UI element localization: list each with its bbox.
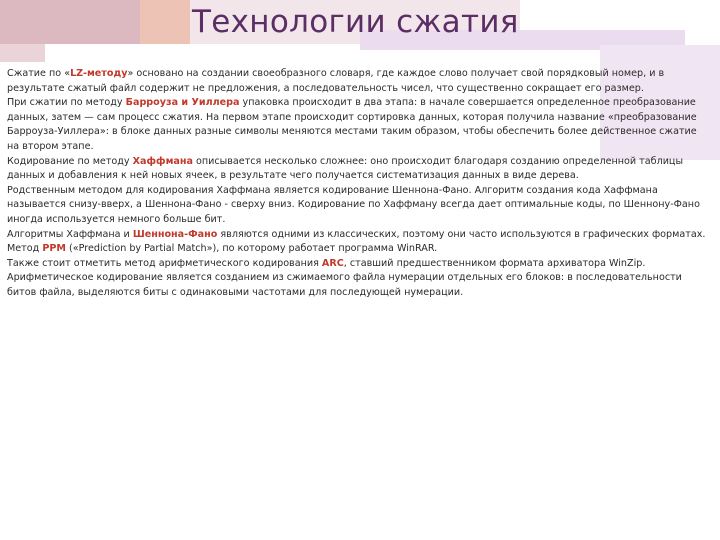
- page-title: Технологии сжатия: [192, 4, 519, 40]
- paragraph-text: описывается несколько сложнее: оно происходит благодаря созданию определенной таблицы данных и добавления к ней новых ячеек, в результате чего получается систематизация данных в виде дерева.: [7, 155, 684, 182]
- paragraph-text: Алгоритмы Хаффмана и: [7, 228, 133, 240]
- paragraph: [7, 257, 707, 272]
- paragraph-text: » основано на создании своеобразного словаря, где каждое слово получает свой порядковый номер, и в результате сжатый файл содержит не предложения, а последовательность чисел, что существенно сокращает его размер.: [7, 68, 665, 94]
- paragraph-text: , ставший предшественником формата архиватора WinZip.: [343, 257, 646, 269]
- decor-block-small-left: [0, 44, 45, 62]
- paragraph-text: Родственным методом для кодирования Хаффмана является кодирование Шеннона-Фано. Алгоритм создания кода Хаффмана называется снизу-вверх, а Шеннона-Фано - сверху вниз. Кодирование по Хаффману всегда дает оптимальные коды, по Шеннону-Фано иногда используется немного больше бит.: [7, 184, 700, 225]
- paragraph-text: («Prediction by Partial Match»), по которому работает программа WinRAR.: [65, 243, 438, 255]
- paragraph-text: Кодирование по методу: [7, 155, 133, 167]
- highlighted-term: Барроуза и Уиллера: [125, 97, 240, 109]
- paragraph-text: Также стоит отметить метод арифметического кодирования: [7, 257, 322, 269]
- highlighted-term: Шеннона-Фано: [132, 228, 218, 240]
- highlighted-term: Хаффмана: [132, 155, 193, 167]
- highlighted-term: PPM: [42, 243, 66, 255]
- paragraph: [7, 155, 707, 184]
- highlighted-term: LZ-методу: [70, 68, 128, 79]
- highlighted-term: ARC: [321, 257, 344, 269]
- body-text: [7, 67, 707, 301]
- paragraph-text: Сжатие по «: [7, 68, 71, 79]
- paragraph: [7, 96, 707, 154]
- paragraph: [7, 228, 707, 243]
- paragraph-text: упаковка происходит в два этапа: в начале совершается определенное преобразование данных, затем — сам процесс сжатия. На первом этапе происходит сортировка данных, которая получила название «преобразование Барроуза-Уиллера»: в блоке данных разные символы меняются местами таким образом, чтобы обеспечить более действенное сжатие на втором этапе.: [7, 97, 697, 152]
- decor-block-rose: [0, 0, 140, 44]
- decor-block-peach: [140, 0, 190, 44]
- paragraph-text: являются одними из классических, поэтому они часто используются в графических форматах.: [217, 228, 706, 240]
- paragraph: [7, 184, 707, 228]
- paragraph-text: Метод: [7, 243, 43, 255]
- paragraph: [7, 242, 707, 257]
- paragraph-text: При сжатии по методу: [7, 97, 126, 109]
- paragraph: [7, 67, 707, 96]
- paragraph: [7, 271, 707, 300]
- paragraph-text: Арифметическое кодирование является созданием из сжимаемого файла нумерации отдельных его блоков: в последовательности битов файла, выделяются биты с одинаковыми частотами для последующей нумерации.: [7, 272, 682, 298]
